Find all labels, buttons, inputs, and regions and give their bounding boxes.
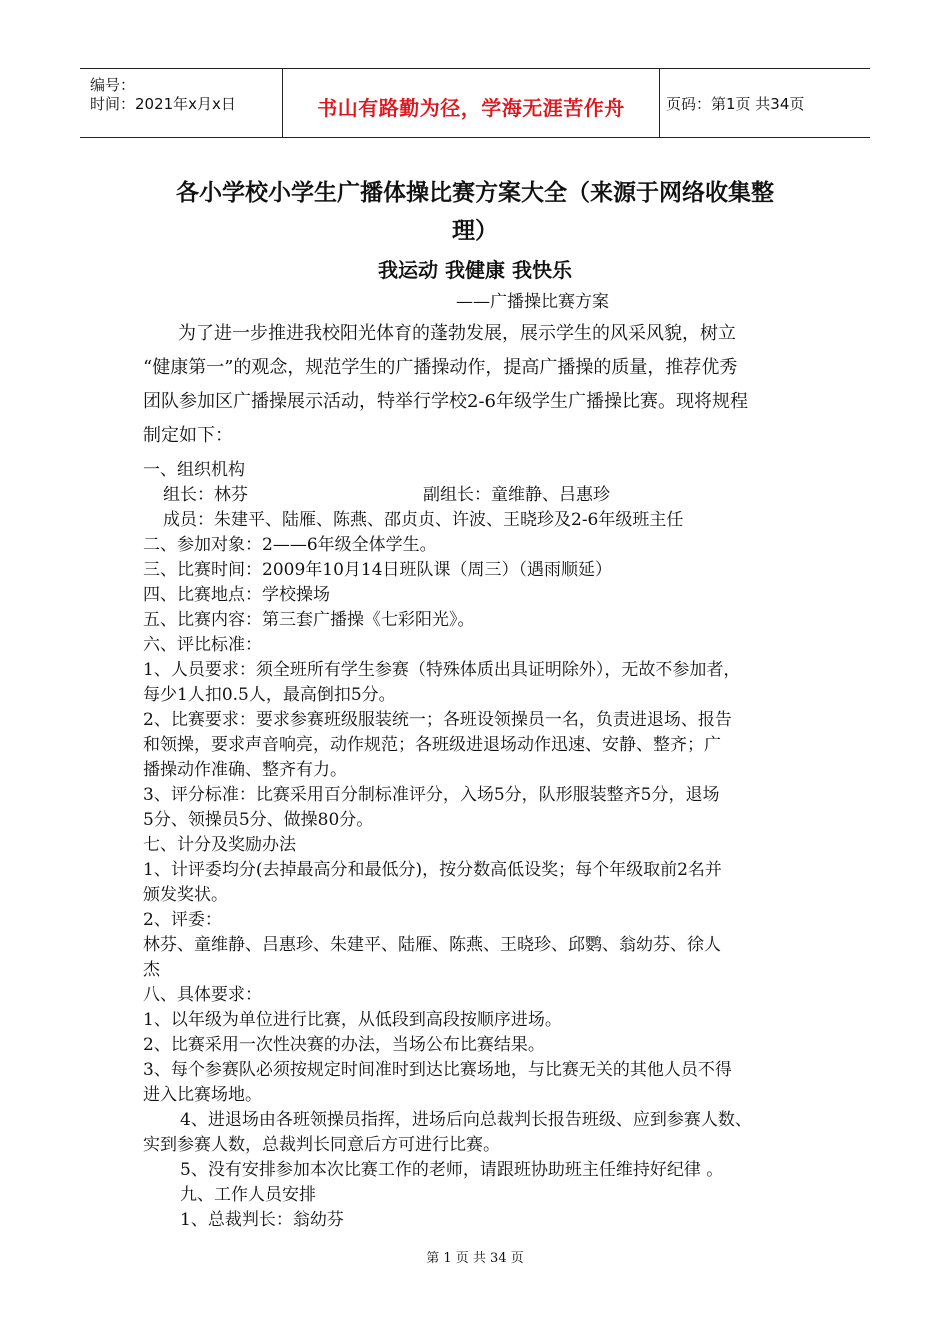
page-footer: 第 1 页 共 34 页: [426, 1251, 524, 1266]
time-label: 时间：2021年x月x日: [90, 95, 236, 113]
section-1-heading: 一、组织机构: [143, 460, 245, 480]
s8-item-4a: 4、进退场由各班领操员指挥，进场后向总裁判长报告班级、应到参赛人数、: [180, 1110, 752, 1130]
intro-line-2: “健康第一”的观念，规范学生的广播操动作，提高广播操的质量，推荐优秀: [143, 357, 738, 378]
slogan-subtitle: 我运动 我健康 我快乐: [378, 258, 572, 282]
s8-item-3a: 3、每个参赛队必须按规定时间准时到达比赛场地，与比赛无关的其他人员不得: [143, 1060, 732, 1080]
vice-leader-line: 副组长：童维静、吕惠珍: [423, 485, 610, 505]
s8-item-4b: 实到参赛人数，总裁判长同意后方可进行比赛。: [143, 1135, 500, 1155]
header-table: [80, 68, 870, 138]
s8-item-1: 1、以年级为单位进行比赛，从低段到高段按顺序进场。: [143, 1010, 562, 1030]
s7-item-1a: 1、计评委均分(去掉最高分和最低分)，按分数高低设奖；每个年级取前2名并: [143, 860, 722, 880]
s6-item-2a: 2、比赛要求：要求参赛班级服装统一；各班设领操员一名，负责进退场、报告: [143, 710, 732, 730]
judges-line-a: 林芬、童维静、吕惠珍、朱建平、陆雁、陈燕、王晓珍、邱鹦、翁幼芬、徐人: [143, 935, 721, 955]
s6-item-1a: 1、人员要求：须全班所有学生参赛（特殊体质出具证明除外），无故不参加者，: [143, 660, 741, 680]
header-motto-cell: [282, 69, 660, 137]
section-7-heading: 七、计分及奖励办法: [143, 835, 296, 855]
document-subheading: ——广播操比赛方案: [456, 292, 609, 312]
page-title-line-1: 各小学校小学生广播体操比赛方案大全（来源于网络收集整: [176, 180, 774, 206]
s6-item-3a: 3、评分标准：比赛采用百分制标准评分，入场5分，队形服装整齐5分，退场: [143, 785, 720, 805]
s9-item-1: 1、总裁判长：翁幼芬: [180, 1210, 344, 1230]
leader-line: 组长：林芬: [163, 485, 248, 505]
page-title-line-2: 理）: [452, 218, 498, 244]
intro-line-1: 为了进一步推进我校阳光体育的蓬勃发展，展示学生的风采风貌，树立: [178, 323, 736, 344]
header-info-cell: [80, 69, 282, 137]
section-8-heading: 八、具体要求：: [143, 985, 262, 1005]
section-6-heading: 六、评比标准：: [143, 635, 262, 655]
number-label: 编号：: [90, 76, 136, 94]
intro-line-3: 团队参加区广播操展示活动，特举行学校2-6年级学生广播操比赛。现将规程: [143, 391, 748, 412]
s6-item-1b: 每少1人扣0.5人，最高倒扣5分。: [143, 685, 396, 705]
s7-item-2: 2、评委：: [143, 910, 222, 930]
page-label: 页码：第1页 共34页: [666, 95, 805, 113]
section-5: 五、比赛内容：第三套广播操《七彩阳光》。: [143, 610, 475, 630]
s8-item-2: 2、比赛采用一次性决赛的办法，当场公布比赛结果。: [143, 1035, 545, 1055]
s6-item-2b: 和领操，要求声音响亮，动作规范；各班级进退场动作迅速、安静、整齐；广: [143, 735, 721, 755]
members-line: 成员：朱建平、陆雁、陈燕、邵贞贞、许波、王晓珍及2-6年级班主任: [163, 510, 684, 530]
header-page-cell: [660, 69, 870, 137]
intro-line-4: 制定如下：: [143, 425, 233, 446]
section-2: 二、参加对象：2——6年级全体学生。: [143, 535, 437, 555]
section-3: 三、比赛时间：2009年10月14日班队课（周三）（遇雨顺延）: [143, 560, 613, 580]
motto: 书山有路勤为径，学海无涯苦作舟: [317, 96, 625, 120]
judges-line-b: 杰: [143, 960, 160, 980]
s8-item-3b: 进入比赛场地。: [143, 1085, 262, 1105]
s8-item-5: 5、没有安排参加本次比赛工作的老师，请跟班协助班主任维持好纪律 。: [180, 1160, 724, 1180]
s6-item-3b: 5分、领操员5分、做操80分。: [143, 810, 374, 830]
s7-item-1b: 颁发奖状。: [143, 885, 228, 905]
s6-item-2c: 播操动作准确、整齐有力。: [143, 760, 347, 780]
section-9-heading: 九、工作人员安排: [180, 1185, 316, 1205]
section-4: 四、比赛地点：学校操场: [143, 585, 330, 605]
